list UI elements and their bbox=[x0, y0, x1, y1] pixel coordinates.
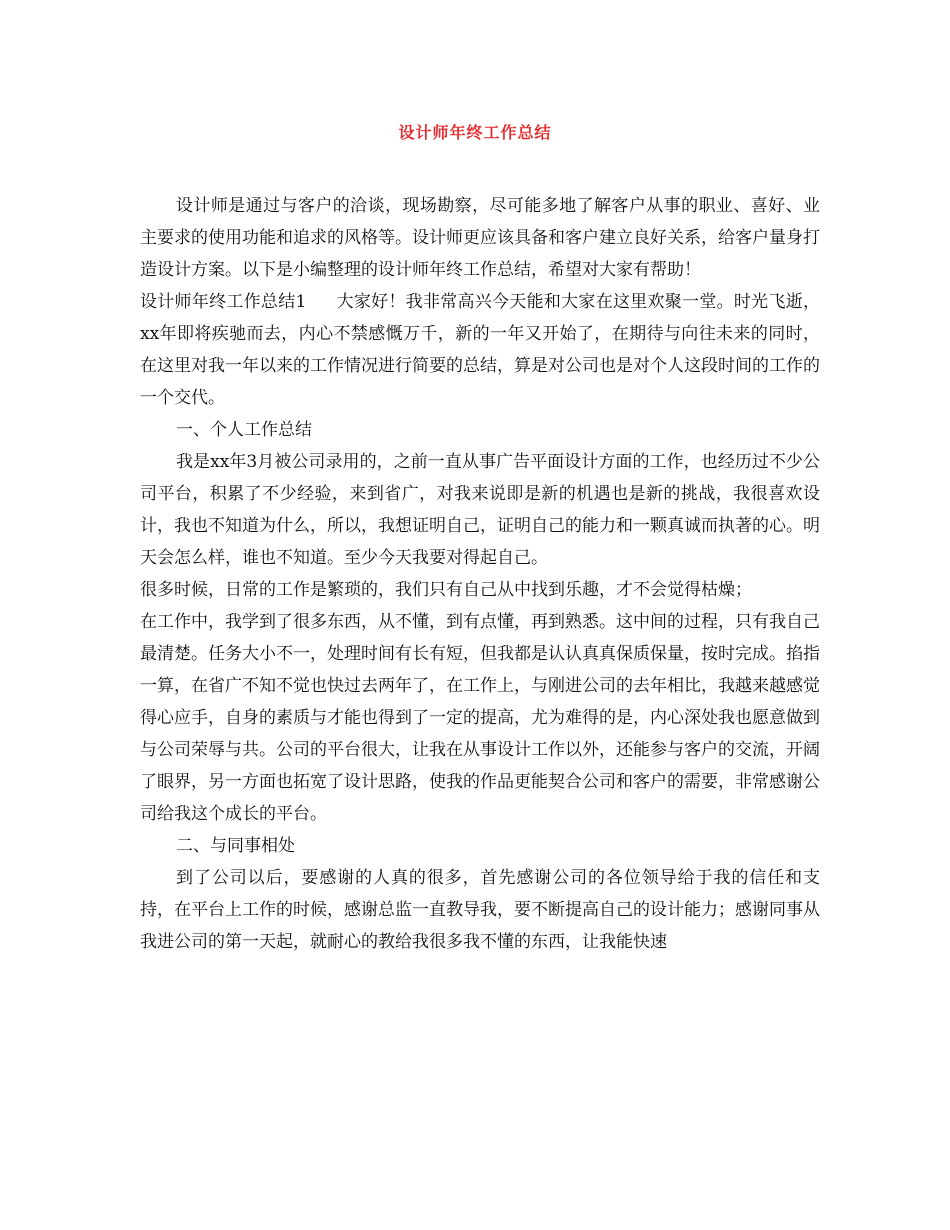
section1-paragraph-3: 在工作中，我学到了很多东西，从不懂，到有点懂，再到熟悉。这中间的过程，只有我自己最清楚。任务大小不一，处理时间有长有短，但我都是认认真真保质保量，按时完成。掐指一算，在省广不知不觉也快过去两年了，在工作上，与刚进公司的去年相比，我越来越感觉得心应手，自身的素质与才能也得到了一定的提高，尤为难得的是，内心深处我也愿意做到与公司荣辱与共。公司的平台很大，让我在从事设计工作以外，还能参与客户的交流，开阔了眼界，另一方面也拓宽了设计思路，使我的作品更能契合公司和客户的需要，非常感谢公司给我这个成长的平台。 bbox=[140, 612, 820, 824]
document-title: 设计师年终工作总结 bbox=[398, 123, 552, 142]
article-paragraph bbox=[140, 286, 820, 414]
section2-heading: 二、与同事相处 bbox=[176, 836, 295, 856]
section1-heading: 一、个人工作总结 bbox=[176, 420, 312, 440]
section2-paragraph-1: 到了公司以后，要感谢的人真的很多，首先感谢公司的各位领导给于我的信任和支持，在平台上工作的时候，感谢总监一直教导我，要不断提高自己的设计能力；感谢同事从我进公司的第一天起，就耐心的教给我很多我不懂的东西，让我能快速 bbox=[140, 868, 820, 952]
document-body bbox=[140, 190, 820, 958]
intro-paragraph: 设计师是通过与客户的洽谈，现场勘察，尽可能多地了解客户从事的职业、喜好、业主要求的使用功能和追求的风格等。设计师更应该具备和客户建立良好关系，给客户量身打造设计方案。以下是小编整理的设计师年终工作总结，希望对大家有帮助！ bbox=[140, 196, 820, 280]
opening-text: 大家好！我非常高兴今天能和大家在这里欢聚一堂。时光飞逝，xx年即将疾驰而去，内心不禁感慨万千，新的一年又开始了，在期待与向往未来的同时，在这里对我一年以来的工作情况进行简要的总结，算是对公司也是对个人这段时间的工作的一个交代。 bbox=[140, 292, 820, 408]
article-heading: 设计师年终工作总结1 bbox=[140, 292, 307, 312]
section1-paragraph-2: 很多时候，日常的工作是繁琐的，我们只有自己从中找到乐趣，才不会觉得枯燥； bbox=[140, 580, 752, 600]
section1-paragraph-1: 我是xx年3月被公司录用的，之前一直从事广告平面设计方面的工作，也经历过不少公司平台，积累了不少经验，来到省广，对我来说即是新的机遇也是新的挑战，我很喜欢设计，我也不知道为什么，所以，我想证明自己，证明自己的能力和一颗真诚而执著的心。明天会怎么样，谁也不知道。至少今天我要对得起自己。 bbox=[140, 452, 820, 568]
